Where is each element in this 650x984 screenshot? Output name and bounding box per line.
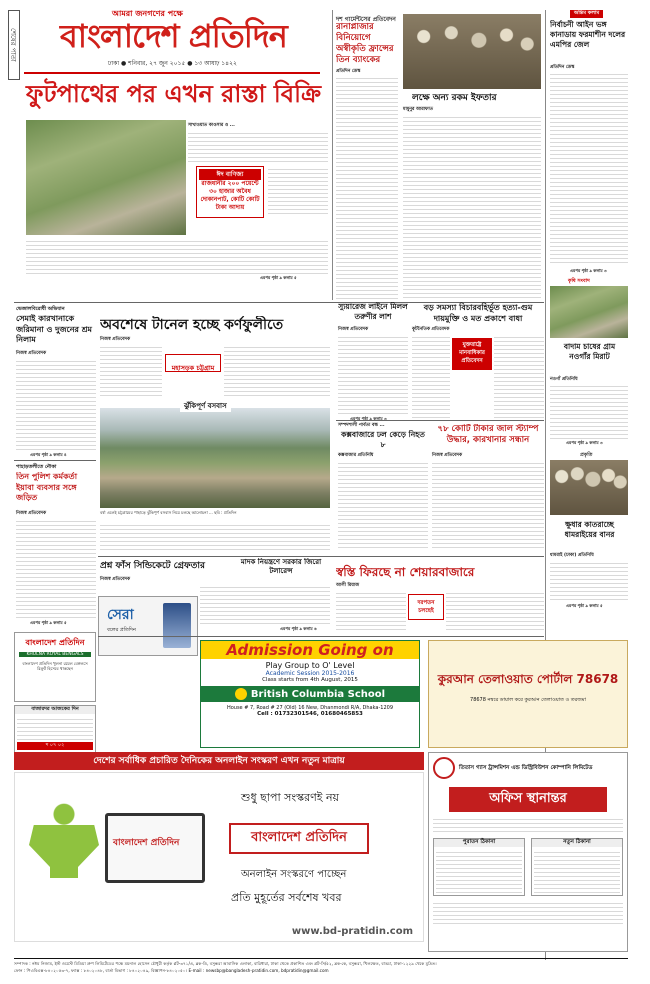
police-byline: নিজস্ব প্রতিবেদক: [16, 511, 47, 516]
titas-org: তিতাস গ্যাস ট্রান্সমিশন এন্ড ডিস্ট্রিবিউশন কোম্পানি লিমিটেড: [459, 764, 593, 771]
school-headline: Admission Going on: [201, 641, 419, 659]
monkey-headline[interactable]: ক্ষুধার কাতরাচ্ছে ধামরাইয়ের বানর: [564, 520, 615, 539]
right1-continued: এরপর পৃষ্ঠা ৯ কলাম ৩: [570, 268, 607, 273]
school-sub: Play Group to O' Level: [265, 661, 355, 670]
lead-body-2: [268, 166, 328, 216]
tunnel-body-2: [224, 344, 330, 398]
krishi-kicker: কৃষি সংবাদ: [568, 278, 590, 284]
right1-byline: প্রতিদিন ডেস্ক: [550, 65, 575, 70]
school-name: British Columbia School: [250, 688, 386, 700]
police-headline[interactable]: তিন পুলিশ কর্মকর্তা ইয়াবা ব্যবসার সঙ্গে জড়িত: [16, 472, 78, 502]
monkey-photo: [550, 460, 628, 515]
police-kicker: পাহাড়তলীতে নৌকা: [16, 464, 57, 470]
school-session: Academic Session 2015-2016: [265, 670, 355, 677]
left-headline[interactable]: সেমাই কারখানাকে জরিমানা ও দুজনের শ্রম নিলাম: [16, 314, 92, 344]
monkey-byline: ধামরাই (ঢাকা) প্রতিনিধি: [550, 553, 594, 558]
titas-logo-icon: [433, 757, 455, 779]
tunnel-headline[interactable]: অবশেষে টানেল হচ্ছে কর্ণফুলীতে: [100, 317, 284, 333]
share-sidebar-text: দরপতন চলছেই: [417, 600, 435, 614]
police-continued: এরপর পৃষ্ঠা ৯ কলাম ৫: [30, 620, 67, 625]
question-byline: নিজস্ব প্রতিবেদক: [100, 577, 131, 582]
left-body: [16, 358, 96, 450]
krishi-body: [550, 383, 628, 439]
lead-headline[interactable]: ফুটপাথের পর এখন রাস্তা বিক্রি: [26, 80, 322, 108]
online-banner: দেশের সর্বাধিক প্রচারিত দৈনিকের অনলাইন সংস্করণ এখন নতুন মাত্রায়: [14, 752, 424, 770]
titas-old-address: [436, 849, 522, 893]
kapte-body: [338, 460, 428, 550]
topmid-body: [336, 75, 398, 300]
police-body: [16, 518, 96, 618]
right1-kicker: অন্তিম কলাম: [570, 10, 603, 18]
monkey-kicker: প্রকৃতি: [580, 452, 593, 458]
question-continued: এরপর পৃষ্ঠা ৯ কলাম ৬: [280, 626, 317, 631]
murder-body-1: [412, 334, 450, 418]
murder-byline: কূটনৈতিক প্রতিবেদক: [412, 327, 450, 332]
masthead-title[interactable]: বাংলাদেশ প্রতিদিন: [60, 17, 287, 55]
share-headline[interactable]: স্বস্তি ফিরছে না শেয়ারবাজারে: [336, 565, 475, 579]
krb-title: বাংলাদেশ প্রতিদিন: [25, 638, 85, 647]
titas-banner: অফিস স্থানান্তর: [449, 787, 607, 812]
market-row: দ ০৭ ০২: [17, 742, 93, 750]
krishi-continued: এরপর পৃষ্ঠা ৯ কলাম ৩: [566, 440, 603, 445]
murder-sidebar: [452, 338, 492, 370]
left-kicker: ভেজালবিরোধী অভিযান: [16, 306, 65, 312]
sewage-body: [338, 334, 408, 414]
murder-headline[interactable]: বড় সমস্যা বিচারবহির্ভূত হত্যা-গুম দায়মুক্তি ও মত প্রকাশে বাধা: [423, 303, 533, 323]
footer-contact: ফোন : পিএবিএক্স-৮৪০২০৫৩-৭, ফ্যাক্স : ৮৪০২০৪৮, বার্তা বিভাগ : ৮৪০২০৪৯, বিজ্ঞাপন-৮৪০২০৫০। E-mail : newsbp@bangladesh-pratidin.com, bdpratidin@gmail.com: [14, 968, 329, 973]
online-url[interactable]: www.bd-pratidin.com: [291, 926, 413, 937]
sewage-byline: নিজস্ব প্রতিবেদক: [338, 327, 369, 332]
share-sidebar: [408, 594, 444, 620]
share-body-1: [336, 590, 406, 630]
tunnel-sidebar-title: মহাসড়ক চট্টগ্রাম: [171, 364, 215, 372]
masthead-dateline: ঢাকা ● শনিবার, ২৭ জুন ২০১৫ ● ১৩ আষাঢ় ১৪২২: [108, 60, 237, 67]
right1-body: [550, 71, 628, 266]
market-ad: [14, 705, 96, 755]
jhuki-caption: বর্ষা এলেই চট্টগ্রামের পাহাড়ে ঝুঁকিপূর্ণ বসবাস নিয়ে চলছে আলোচনা ... ছবি : প্রতিদিন: [100, 510, 237, 515]
school-ad[interactable]: [200, 640, 420, 748]
question-headline[interactable]: প্রশ্ন ফাঁস সিন্ডিকেটে গ্রেফতার: [100, 561, 205, 571]
lead-body-1: [188, 130, 328, 164]
left-byline: নিজস্ব প্রতিবেদক: [16, 351, 47, 356]
murder-sidebar-text: যুক্তরাষ্ট্রে মানবাধিকার প্রতিবেদন: [459, 342, 485, 364]
share-body-2: [446, 590, 544, 630]
krishi-photo: [550, 286, 628, 338]
tunnel-sidebar: [165, 354, 221, 372]
lead-photo: [26, 120, 186, 235]
online-t1: শুধু ছাপা সংস্করণই নয়: [241, 791, 340, 804]
sera-line: বলের প্রতিদিন: [107, 627, 136, 633]
online-t3: প্রতি মুহূর্তের সর্বশেষ খবর: [231, 891, 342, 904]
iftar-photo: [403, 14, 541, 89]
krb-ad[interactable]: [14, 632, 96, 702]
iftar-body: [403, 114, 541, 300]
kapte-byline: কক্সবাজার প্রতিনিধি: [338, 453, 374, 458]
school-cell: Cell : 01732301546, 01680465853: [257, 711, 363, 717]
lead-inset-title: ঈদ বাণিজ্য: [199, 169, 261, 180]
jhuki-photo: [100, 408, 330, 508]
market-body: [17, 716, 93, 740]
sera-brand: সেরা: [107, 607, 134, 623]
quran-sub: 78678 নম্বরে ডায়াল করে কুরআন তেলাওয়াত ও তরজমা: [470, 697, 586, 703]
tunnel-byline: নিজস্ব প্রতিবেদক: [100, 337, 131, 342]
online-ad[interactable]: [14, 772, 424, 942]
monkey-body: [550, 560, 628, 602]
titas-new-address: [534, 849, 620, 893]
jhuki-label: ঝুঁকিপূর্ণ বসবাস: [180, 400, 231, 412]
quran-ad[interactable]: [428, 640, 628, 748]
krishi-byline: নওগাঁ প্রতিনিধি: [550, 377, 578, 382]
right1-headline[interactable]: নির্বাচনী আইন ভঙ্গ কানাডায় ফরমাশীন দলের এমপির জেল: [550, 20, 626, 49]
masthead-tagline: আমরা জনগণের পক্ষে: [112, 9, 183, 18]
titas-footer: [433, 900, 623, 926]
quran-title: কুরআন তেলাওয়াত পোর্টাল 78678: [437, 672, 619, 686]
lead-inset: [196, 166, 264, 218]
question-body: [200, 584, 330, 624]
lead-inset-text: রাজধানীর ২০০ পয়েন্টে ৩০ হাজার অবৈধ দোকানপাট, কোটি কোটি টাকা আদায়: [200, 180, 260, 211]
krb-sub: KHULNA ROYAL BENGALS: [19, 652, 91, 657]
school-logo-icon: [235, 688, 247, 700]
iftar-headline[interactable]: লক্ষে অন্য রকম ইফতার: [412, 93, 497, 103]
kapte-headline[interactable]: কক্সবাজারে ঢল কেড়ে নিহত ৮: [341, 430, 425, 449]
topmid-kicker: দশ গার্মেন্টসের প্রতিবেদন: [336, 16, 396, 23]
tunnel-body-1: [100, 344, 162, 398]
sera-pack: [163, 603, 191, 648]
krishi-headline[interactable]: বাদাম চাষের গ্রাম নওগাঁর মিরাট: [563, 342, 616, 361]
school-classes: Class starts from 4th August, 2015: [262, 677, 358, 683]
monkey-continued: এরপর পৃষ্ঠা ৯ কলাম ৫: [566, 603, 603, 608]
topmid-headline[interactable]: রানাপ্লাজার বিনিয়োগে অস্বীকৃতি ফ্রান্সের তিন ব্যাংকের: [336, 22, 394, 65]
titas-new-label: নতুন ঠিকানা: [532, 839, 622, 847]
jal-body: [432, 460, 544, 550]
online-person-icon: [29, 801, 99, 911]
jal-byline: নিজস্ব প্রতিবেদক: [432, 453, 463, 458]
share-byline: আলী রিয়াজ: [336, 583, 360, 588]
madok-headline[interactable]: মাদক নিয়ন্ত্রণে সরকার জিরো টলারেন্স: [240, 558, 322, 575]
sewage-headline[interactable]: স্যুয়ারেজ লাইনে মিলল তরুণীর লাশ: [338, 302, 408, 321]
kapte-kicker: সম্পদশালী পার্বত্য বন্ধ ...: [338, 423, 385, 428]
sera-ad[interactable]: [98, 596, 198, 656]
titas-body: [433, 816, 623, 834]
tunnel-body-3: [100, 522, 330, 552]
jal-headline[interactable]: ৭৮ কোটি টাকার জাল স্ট্যাম্প উদ্ধার, কারখানার সন্ধান: [437, 424, 539, 445]
online-logo-small: বাংলাদেশ প্রতিদিন: [113, 838, 180, 848]
iftar-byline: মামুনুর আরাফাত: [403, 107, 434, 112]
sewage-continued: এরপর পৃষ্ঠা ৯ কলাম ৩: [350, 416, 387, 421]
lead-body-3: [26, 238, 328, 274]
lead-continued: এরপর পৃষ্ঠা ৯ কলাম ৫: [260, 275, 297, 280]
footer-imprint: সম্পাদক : নঈম নিজাম, ইস্ট ওয়েস্ট মিডিয়া গ্রুপ লিমিটেডের পক্ষে ময়নাল হোসেন চৌধুরী কর্তৃক প্লট-৩৭১/এ, ব্লক-ডি, বসুন্ধরা আবাসিক এলাকা, বারিধারা, ঢাকা থেকে প্রকাশিত এবং প্লট-সি/৫২, ব্লক-কে, বসুন্ধরা, খিলক্ষেত, বাড্ডা, ঢাকা-১২২৯ থেকে মুদ্রিত।: [14, 961, 437, 966]
titas-old-label: পুরাতন ঠিকানা: [434, 839, 524, 847]
online-t2: অনলাইন সংস্করণে পাচ্ছেন: [241, 869, 347, 880]
titas-ad[interactable]: [428, 752, 628, 952]
side-tab: শেষের পাতা: [8, 10, 20, 80]
lead-byline: সাখাওয়াত কাওসার ও ...: [188, 123, 235, 128]
left-continued: এরপর পৃষ্ঠা ৯ কলাম ৪: [30, 452, 67, 457]
topmid-byline: প্রতিদিন ডেস্ক: [336, 69, 361, 74]
online-logo: বাংলাদেশ প্রতিদিন: [229, 823, 369, 854]
murder-body-2: [494, 334, 544, 418]
school-address: House # 7, Road # 27 (Old) 16 New, Dhanmondi R/A, Dhaka-1209: [226, 705, 394, 711]
krb-line: বাংলাদেশ প্রতিদিন খুলনা রয়েল বেঙ্গলসে রিক্রুট হিসেবে থাকছেন: [22, 661, 88, 671]
market-title: বাজারদর আজকের দিন: [15, 706, 95, 714]
